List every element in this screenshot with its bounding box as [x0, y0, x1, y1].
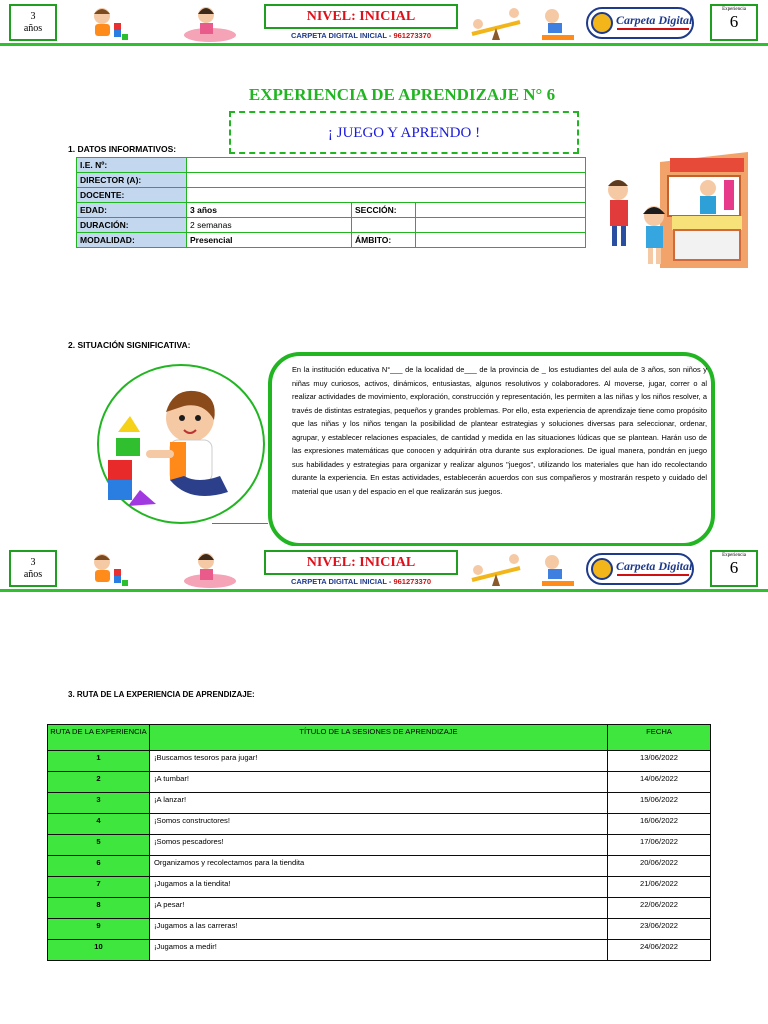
- experience-subtitle: ¡ JUEGO Y APRENDO !: [229, 111, 579, 154]
- experience-number: 6: [729, 12, 739, 31]
- info-value: Presencial: [187, 233, 352, 248]
- section-situacion-heading: 2. SITUACIÓN SIGNIFICATIVA:: [68, 340, 191, 350]
- table-row: [48, 940, 711, 961]
- session-date: 16/06/2022: [608, 814, 711, 835]
- age-unit: años: [23, 569, 43, 580]
- header-divider: [0, 589, 768, 592]
- age-number: 3: [30, 11, 36, 22]
- session-date: 23/06/2022: [608, 919, 711, 940]
- carpeta-contact: [264, 31, 458, 40]
- logo-text: Carpeta Digital: [616, 13, 693, 27]
- logo-badge-icon: [591, 12, 613, 34]
- girl-toys-illustration: [180, 550, 240, 590]
- info-label: EDAD:: [77, 203, 187, 218]
- table-row: [77, 233, 586, 248]
- info-label: DIRECTOR (A):: [77, 173, 187, 188]
- session-title: ¡Jugamos a las carreras!: [150, 919, 608, 940]
- carpeta-label: CARPETA DIGITAL INICIAL -: [290, 31, 394, 40]
- section-ruta-heading: 3. RUTA DE LA EXPERIENCIA DE APRENDIZAJE:: [68, 690, 255, 699]
- session-title: ¡A tumbar!: [150, 772, 608, 793]
- column-header: TÍTULO DE LA SESIONES DE APRENDIZAJE: [150, 725, 608, 751]
- experience-number-box: [710, 4, 758, 41]
- experience-label: Experiencia: [722, 7, 746, 12]
- info-label: I.E. Nº:: [77, 158, 187, 173]
- session-title: ¡Jugamos a medir!: [150, 940, 608, 961]
- info-value: [187, 188, 586, 203]
- session-date: 17/06/2022: [608, 835, 711, 856]
- table-row: [77, 158, 586, 173]
- session-title: ¡Somos pescadores!: [150, 835, 608, 856]
- child-blocks-illustration: [84, 550, 130, 590]
- children-shop-illustration: [604, 150, 752, 270]
- table-row: [77, 218, 586, 233]
- session-date: 20/06/2022: [608, 856, 711, 877]
- session-title: ¡A pesar!: [150, 898, 608, 919]
- table-row: [48, 919, 711, 940]
- section-datos-heading: 1. DATOS INFORMATIVOS:: [68, 144, 177, 154]
- stretching-child-illustration: [538, 552, 578, 588]
- experience-number-box: [710, 550, 758, 587]
- connector-line: [212, 523, 268, 524]
- boy-playing-blocks-illustration: [100, 380, 250, 520]
- logo-text: Carpeta Digital: [616, 559, 693, 573]
- seesaw-illustration: [470, 552, 522, 588]
- nivel-title: NIVEL: INICIAL: [264, 550, 458, 575]
- session-date: 22/06/2022: [608, 898, 711, 919]
- session-date: 15/06/2022: [608, 793, 711, 814]
- age-box: [9, 550, 57, 587]
- child-blocks-illustration: [84, 4, 130, 44]
- session-title: ¡Buscamos tesoros para jugar!: [150, 751, 608, 772]
- session-number: 9: [48, 919, 150, 940]
- column-header: RUTA DE LA EXPERIENCIA: [48, 725, 150, 751]
- girl-toys-illustration: [180, 4, 240, 44]
- logo-underline: [617, 28, 689, 30]
- session-number: 3: [48, 793, 150, 814]
- header-divider: [0, 43, 768, 46]
- session-number: 6: [48, 856, 150, 877]
- session-number: 1: [48, 751, 150, 772]
- info-value-secondary: [416, 203, 586, 218]
- age-box: [9, 4, 57, 41]
- carpeta-label: CARPETA DIGITAL INICIAL -: [290, 577, 394, 586]
- table-row: [48, 814, 711, 835]
- info-label: DURACIÓN:: [77, 218, 187, 233]
- session-number: 10: [48, 940, 150, 961]
- table-row: [48, 898, 711, 919]
- session-title: Organizamos y recolectamos para la tiendita: [150, 856, 608, 877]
- page-header: [0, 0, 768, 46]
- info-value: 2 semanas: [187, 218, 352, 233]
- session-date: 21/06/2022: [608, 877, 711, 898]
- session-date: 24/06/2022: [608, 940, 711, 961]
- column-header: FECHA: [608, 725, 711, 751]
- session-number: 7: [48, 877, 150, 898]
- table-row: [48, 751, 711, 772]
- carpeta-contact: [264, 577, 458, 586]
- info-value-secondary: [416, 233, 586, 248]
- info-label-secondary: [352, 218, 416, 233]
- logo-badge-icon: [591, 558, 613, 580]
- session-number: 8: [48, 898, 150, 919]
- page-title: EXPERIENCIA DE APRENDIZAJE N° 6: [248, 85, 556, 104]
- seesaw-illustration: [470, 6, 522, 42]
- table-row: [77, 173, 586, 188]
- info-label-secondary: ÁMBITO:: [352, 233, 416, 248]
- session-title: ¡Jugamos a la tiendita!: [150, 877, 608, 898]
- age-unit: años: [23, 23, 43, 34]
- session-date: 14/06/2022: [608, 772, 711, 793]
- ruta-experiencia-table: [47, 724, 711, 961]
- session-title: ¡A lanzar!: [150, 793, 608, 814]
- table-row: [77, 203, 586, 218]
- table-row: [48, 835, 711, 856]
- age-number: 3: [30, 557, 36, 568]
- table-row: [48, 772, 711, 793]
- table-row: [48, 856, 711, 877]
- info-value: [187, 173, 586, 188]
- info-value: [187, 158, 586, 173]
- session-title: ¡Somos constructores!: [150, 814, 608, 835]
- session-number: 2: [48, 772, 150, 793]
- carpeta-digital-logo: [586, 7, 694, 39]
- table-row: [48, 793, 711, 814]
- experience-number: 6: [729, 558, 739, 577]
- info-label-secondary: SECCIÓN:: [352, 203, 416, 218]
- table-row: [77, 188, 586, 203]
- logo-underline: [617, 574, 689, 576]
- carpeta-phone: 961273370: [393, 31, 432, 40]
- table-header-row: [48, 725, 711, 751]
- table-row: [48, 877, 711, 898]
- stretching-child-illustration: [538, 6, 578, 42]
- carpeta-digital-logo: [586, 553, 694, 585]
- nivel-title: NIVEL: INICIAL: [264, 4, 458, 29]
- page-header-2: [0, 546, 768, 592]
- info-value-secondary: [416, 218, 586, 233]
- session-date: 13/06/2022: [608, 751, 711, 772]
- datos-informativos-table: [76, 157, 586, 248]
- experience-label: Experiencia: [722, 553, 746, 558]
- info-label: MODALIDAD:: [77, 233, 187, 248]
- situation-text: En la institución educativa N°___ de la localidad de___ de la provincia de _ los estudiantes del aula de 3 años, son niños y niñas muy curiosos, activos, dinámicos, entusiastas, algunos resolutivos y colaboradores. Al moverse, jugar, correr o al realizar actividades de movimiento, exploración, construcción y representación, les permiten a las niñas y los niños resolver, a través de distintas estrategias, pequeños y grandes problemas. Por ello, esta experiencia de aprendizaje tiene como propósito que las niñas y los niños tengan la posibilidad de plantear estrategias y soluciones diversas para seleccionar, ordenar, agrupar, y establecer relaciones espaciales, de cantidad y medida en las situaciones lúdicas que se plantean. Harán uso de las expresiones matemáticas que conocen y adquirirán otra durante sus exploraciones. De igual manera, pondrán en juego sus habilidades y estrategias para organizar y realizar algunos "juegos", utilizando los materiales que han ido recolectando durante la experiencia. En estas actividades, establecerán acuerdos con sus compañeros y mostrarán respeto y cuidado del material que usan y del espacio en el que realizarán sus juegos.: [292, 365, 707, 496]
- info-value: 3 años: [187, 203, 352, 218]
- session-number: 4: [48, 814, 150, 835]
- session-number: 5: [48, 835, 150, 856]
- carpeta-phone: 961273370: [393, 577, 432, 586]
- info-label: DOCENTE:: [77, 188, 187, 203]
